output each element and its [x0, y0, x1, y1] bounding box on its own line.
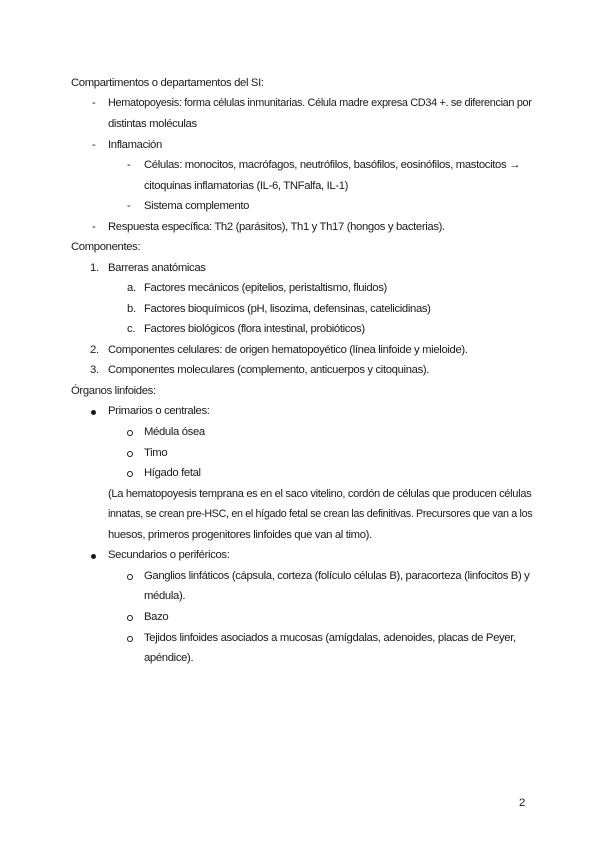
- section-heading-componentes: Componentes:: [71, 241, 141, 253]
- number-marker-1: 1.: [90, 262, 99, 274]
- tejidos-line-1: Tejidos linfoides asociados a mucosas (amígdalas, adenoides, placas de Peyer,: [144, 632, 516, 644]
- circle-bullet: [127, 636, 133, 642]
- disc-bullet: [91, 554, 96, 559]
- factores-mecanicos-item: Factores mecánicos (epitelios, peristaltismo, fluidos): [144, 282, 387, 294]
- circle-bullet: [127, 471, 133, 477]
- componentes-moleculares-item: Componentes moleculares (complemento, anticuerpos y citoquinas).: [108, 364, 430, 376]
- respuesta-especifica-item: Respuesta específica: Th2 (parásitos), Th1 y Th17 (hongos y bacterias).: [108, 221, 445, 233]
- circle-bullet: [127, 451, 133, 457]
- medula-osea-item: Médula ósea: [144, 426, 205, 438]
- dash-marker: -: [127, 200, 131, 212]
- circle-bullet: [127, 430, 133, 436]
- hematopoyesis-note-line-1: (La hematopoyesis temprana es en el saco vitelino, cordón de células que producen células: [108, 488, 532, 500]
- section-heading-compartimentos: Compartimentos o departamentos del SI:: [71, 77, 264, 89]
- hematopoyesis-note-line-3: huesos, primeros progenitores linfoides que van al timo).: [108, 529, 372, 541]
- circle-bullet: [127, 574, 133, 580]
- primarios-item: Primarios o centrales:: [108, 405, 210, 417]
- tejidos-line-2: apéndice).: [144, 652, 194, 664]
- higado-fetal-item: Hígado fetal: [144, 467, 201, 479]
- dash-marker: -: [92, 139, 96, 151]
- sistema-complemento-item: Sistema complemento: [144, 200, 250, 212]
- hematopoyesis-line-2: distintas moléculas: [108, 118, 197, 130]
- factores-bioquimicos-item: Factores bioquímicos (pH, lisozima, defensinas, catelicidinas): [144, 303, 431, 315]
- letter-marker-b: b.: [127, 303, 136, 315]
- disc-bullet: [91, 410, 96, 415]
- celulas-line-1: Células: monocitos, macrófagos, neutrófilos, basófilos, eosinófilos, mastocitos →: [144, 159, 521, 171]
- letter-marker-a: a.: [127, 282, 136, 294]
- bazo-item: Bazo: [144, 611, 169, 623]
- timo-item: Timo: [144, 447, 168, 459]
- celulas-line-2: citoquinas inflamatorias (IL-6, TNFalfa, IL-1): [144, 180, 349, 192]
- letter-marker-c: c.: [127, 323, 136, 335]
- factores-biologicos-item: Factores biológicos (flora intestinal, probióticos): [144, 323, 365, 335]
- number-marker-2: 2.: [90, 344, 99, 356]
- page-number: 2: [519, 797, 526, 809]
- barreras-anatomicas-item: Barreras anatómicas: [108, 262, 206, 274]
- secundarios-item: Secundarios o periféricos:: [108, 549, 230, 561]
- ganglios-line-2: médula).: [144, 590, 186, 602]
- dash-marker: -: [92, 221, 96, 233]
- dash-marker: -: [127, 159, 131, 171]
- inflamacion-item: Inflamación: [108, 139, 162, 151]
- circle-bullet: [127, 615, 133, 621]
- number-marker-3: 3.: [90, 364, 99, 376]
- componentes-celulares-item: Componentes celulares: de origen hematopoyético (línea linfoide y mieloide).: [108, 344, 468, 356]
- ganglios-line-1: Ganglios linfáticos (cápsula, corteza (folículo células B), paracorteza (linfocitos B) y: [144, 570, 530, 582]
- hematopoyesis-note-line-2: innatas, se crean pre-HSC, en el hígado fetal se crean las definitivas. Precursores que van a los: [108, 508, 533, 520]
- hematopoyesis-line-1: Hematopoyesis: forma células inmunitarias. Célula madre expresa CD34 +. se diferencian por: [108, 97, 532, 109]
- dash-marker: -: [92, 97, 96, 109]
- section-heading-organos-linfoides: Órganos linfoides:: [71, 385, 156, 397]
